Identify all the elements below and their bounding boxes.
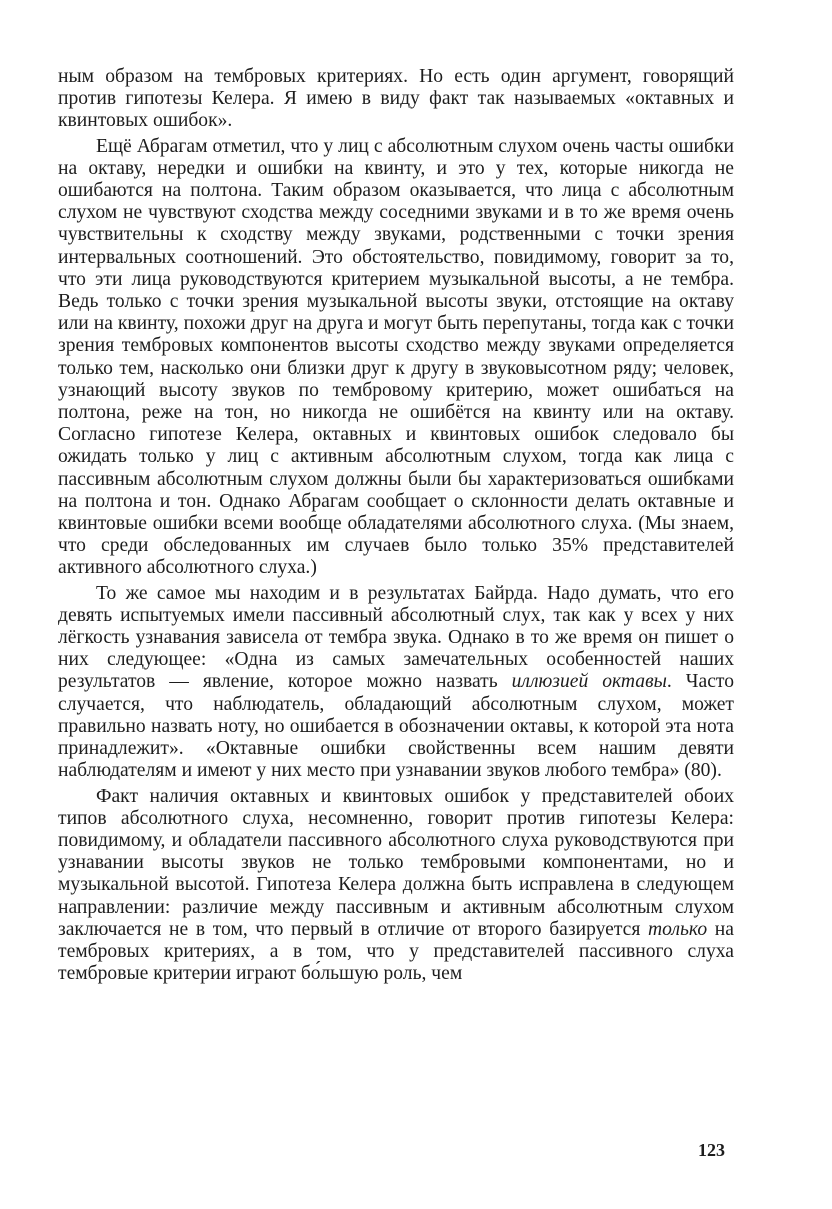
paragraph-3	[58, 583, 734, 783]
paragraph-2-text: Ещё Абрагам отметил, что у лиц с абсолютным слухом очень часты ошибки на октаву, нередки и ошибки на квинту, и это у тех, которые никогда не ошибаются на полтона. Таким образом оказывается, что лица с абсолютным слухом не чувствуют сходства между соседними звуками и в то же время очень чувствительны к сходству между звуками, родственными с точки зрения интервальных соотношений. Это обстоятельство, повидимому, говорит за то, что эти лица руководствуются критерием музыкальной высоты, а не тембра. Ведь только с точки зрения музыкальной высоты звуки, отстоящие на октаву или на квинту, похожи друг на друга и могут быть перепутаны, тогда как с точки зрения тембровых компонентов высоты сходство между звуками определяется только тем, насколько они близки друг к другу в звуковысотном ряду; человек, узнающий высоту звуков по тембровому критерию, может ошибаться на полтона, реже на тон, но никогда не ошибётся на квинту или на октаву. Согласно гипотезе Келера, октавных и квинтовых ошибок следовало бы ожидать только у лиц с активным абсолютным слухом, тогда как лица с пассивным абсолютным слухом должны были бы характеризоваться ошибками на полтона и тон. Однако Абрагам сообщает о склонности делать октавные и квинтовые ошибки всеми вообще обладателями абсолютного слуха. (Мы знаем, что среди обследованных им случаев было только 35% представителей активного абсолютного слуха.)	[58, 135, 734, 579]
page-body	[58, 66, 734, 985]
paragraph-4-text-b: на тембровых критериях, а в том, что у представителей пассивного слуха тембровые критерии играют бо́льшую роль, чем	[58, 918, 734, 985]
paragraph-1	[58, 66, 734, 133]
page-number: 123	[698, 1140, 725, 1160]
paragraph-4	[58, 786, 734, 986]
paragraph-4-italic-word: только	[648, 918, 708, 940]
paragraph-1-text: ным образом на тембровых критериях. Но есть один аргумент, говорящий против гипотезы Келера. Я имею в виду факт так называемых «октавных и квинтовых ошибок».	[58, 66, 734, 132]
paragraph-3-text-a: То же самое мы находим и в результатах Байрда. Надо думать, что его девять испытуемых имели пассивный абсолютный слух, так как у всех у них лёгкость узнавания зависела от тембра звука. Однако в то же время он пишет о них следующее: «Одна из самых замечательных особенностей наших результатов — явление, которое можно назвать	[58, 582, 734, 693]
paragraph-3-text-b: . Часто случается, что наблюдатель, обладающий абсолютным слухом, может правильно назвать ноту, но ошибается в обозначении октавы, к которой эта нота принадлежит». «Октавные ошибки свойственны всем нашим девяти наблюдателям и имеют у них место при узнавании звуков любого тембра» (80).	[58, 671, 734, 782]
paragraph-4-text-a: Факт наличия октавных и квинтовых ошибок у представителей обоих типов абсолютного слуха, несомненно, говорит против гипотезы Келера: повидимому, и обладатели пассивного абсолютного слуха руководствуются при узнавании высоты звуков не только тембровыми компонентами, но и музыкальной высотой. Гипотеза Келера должна быть исправлена в следующем направлении: различие между пассивным и активным абсолютным слухом заключается не в том, что первый в отличие от второго базируется	[58, 785, 734, 940]
paragraph-2	[58, 136, 734, 580]
paragraph-3-italic-term: иллюзией октавы	[511, 671, 667, 693]
